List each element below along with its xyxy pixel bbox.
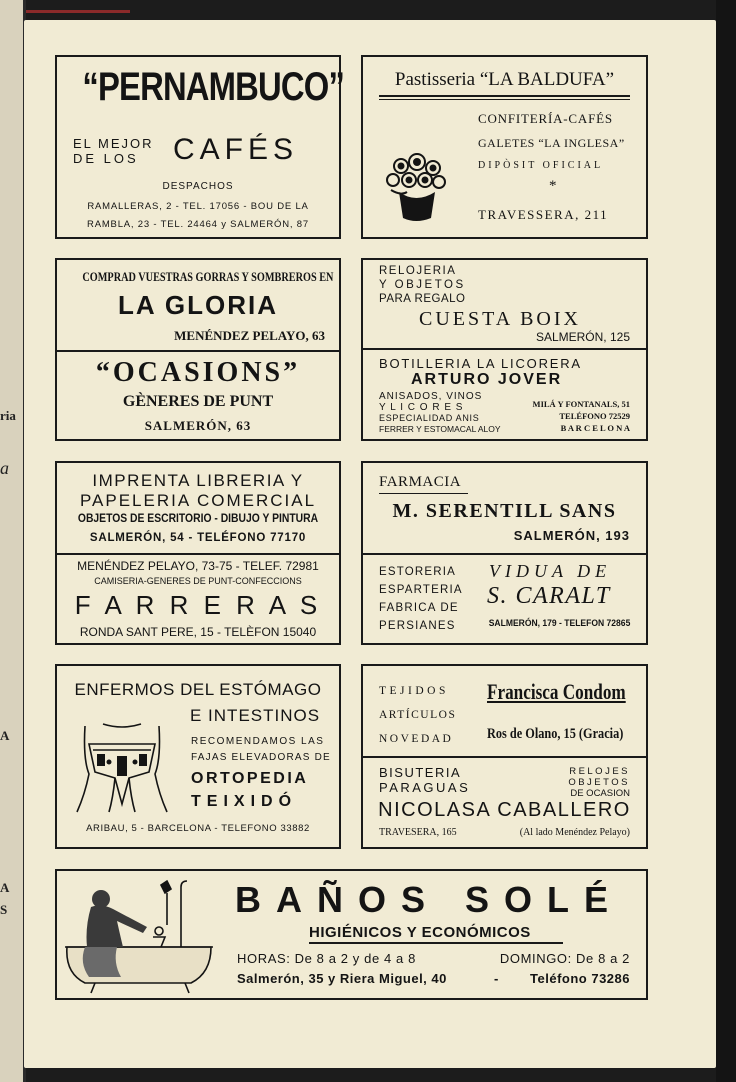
caballero-note: (Al lado Menéndez Pelayo) [519, 827, 630, 838]
pernambuco-mejor-line2: DE LOS [73, 151, 139, 166]
pernambuco-address-line1: RAMALLERAS, 2 - TEL. 17056 - BOU DE LA [87, 201, 309, 212]
ad-farmacia-caralt [361, 461, 648, 645]
ocasions-address: SALMERÓN, 63 [144, 418, 252, 433]
caballero-name: NICOLASA CABALLERO [378, 799, 631, 821]
boix-divider [363, 348, 646, 350]
condom-divider [363, 756, 646, 758]
teixido-line4: FAJAS ELEVADORAS DE [191, 752, 331, 763]
teixido-address: ARIBAU, 5 - BARCELONA - TELEFONO 33882 [86, 823, 310, 834]
ad-banos-sole [55, 869, 648, 1000]
farreras-name: F A R R E R A S [74, 590, 322, 620]
pernambuco-cafes: CAFÉS [173, 133, 299, 166]
caralt-address: SALMERÓN, 179 - TELEFON 72865 [488, 618, 630, 629]
imprenta-line2: PAPELERIA COMERCIAL [79, 491, 317, 510]
boix-line3: PARA REGALO [379, 293, 466, 305]
ad-imprenta-farreras [55, 461, 341, 645]
baldufa-line3: DIPÒSIT OFICIAL [478, 160, 604, 171]
facing-page-text: a [0, 458, 9, 478]
ad-ortopedia-teixido [55, 664, 341, 849]
teixido-name1: ORTOPEDIA [191, 770, 309, 787]
jover-left3: ESPECIALIDAD ANIS [379, 413, 480, 423]
pernambuco-address-line2: RAMBLA, 23 - TEL. 24464 y SALMERÓN, 87 [87, 219, 309, 230]
ad-condom-caballero [361, 664, 648, 849]
condom-left2: ARTÍCULOS [379, 709, 457, 721]
baldufa-line1: CONFITERÍA-CAFÉS [478, 111, 613, 126]
ad-la-gloria-ocasions [55, 258, 341, 441]
baldufa-address: TRAVESSERA, 211 [478, 207, 609, 222]
jover-name: ARTURO JOVER [411, 371, 563, 388]
banos-phone: Teléfono 73286 [530, 971, 630, 986]
farmacia-divider [363, 553, 646, 555]
baldufa-title: Pastisseria “LA BALDUFA” [394, 69, 615, 90]
caralt-vidua: VIDUA DE [489, 561, 612, 581]
gloria-line1: COMPRAD VUESTRAS GORRAS Y SOMBREROS EN [82, 270, 334, 284]
teixido-line2: E INTESTINOS [190, 706, 321, 725]
caballero-left1: BISUTERIA [379, 765, 462, 780]
farmacia-label: FARMACIA [379, 474, 462, 490]
ad-pernambuco [55, 55, 345, 239]
banos-domingo: DOMINGO: De 8 a 2 [499, 951, 630, 966]
banos-sub-underline [309, 942, 563, 944]
facing-page-text: S [0, 902, 8, 917]
abdominal-belt-figure-icon [73, 714, 171, 814]
caralt-left2: ESPARTERIA [379, 584, 463, 596]
farreras-line2: CAMISERIA-GENERES DE PUNT-CONFECCIONS [94, 576, 302, 586]
facing-page-edge [0, 0, 26, 1082]
facing-page-text: ria [0, 408, 16, 423]
jover-right3: B A R C E L O N A [560, 423, 630, 433]
pernambuco-despachos: DESPACHOS [162, 181, 234, 192]
jover-left2: Y L I C O R E S [379, 402, 464, 413]
banos-name: BAÑOS SOLÉ [235, 879, 624, 920]
jover-right1: MILÁ Y FONTANALS, 51 [532, 399, 630, 409]
caralt-left4: PERSIANES [379, 620, 456, 632]
ocasions-line1: GÈNERES DE PUNT [122, 393, 274, 410]
pernambuco-name: “PERNAMBUCO” [82, 65, 345, 109]
facing-page-text: A [0, 880, 10, 895]
imprenta-line3: OBJETOS DE ESCRITORIO - DIBUJO Y PINTURA [77, 513, 319, 525]
banos-horas: HORAS: De 8 a 2 y de 4 a 8 [237, 951, 416, 966]
caralt-left1: ESTORERIA [379, 566, 457, 578]
banos-address: Salmerón, 35 y Riera Miguel, 40 [237, 971, 447, 986]
farreras-address: RONDA SANT PERE, 15 - TELÈFON 15040 [79, 625, 317, 639]
gloria-divider [57, 350, 339, 352]
condom-left1: TEJIDOS [379, 685, 449, 697]
ad-cuesta-boix-jover [361, 258, 648, 441]
teixido-name2: TEIXIDÓ [191, 793, 298, 810]
caballero-left2: PARAGUAS [379, 780, 471, 795]
ocasions-name: “OCASIONS” [95, 357, 301, 388]
farmacia-underline [379, 493, 468, 494]
jover-right2: TELÉFONO 72529 [559, 411, 630, 421]
imprenta-line1: IMPRENTA LIBRERIA Y [92, 471, 304, 490]
imprenta-divider [57, 553, 339, 555]
farmacia-name: M. SERENTILL SANS [392, 500, 617, 522]
farreras-line1: MENÉNDEZ PELAYO, 73-75 - TELEF. 72981 [77, 559, 319, 573]
teixido-line3: RECOMENDAMOS LAS [191, 736, 325, 747]
woman-in-bathtub-icon [61, 877, 217, 997]
boix-line1: RELOJERIA [379, 265, 457, 277]
baldufa-title-rule [379, 95, 630, 97]
gloria-address: MENÉNDEZ PELAYO, 63 [174, 328, 325, 343]
boix-name: CUESTA BOIX [419, 308, 581, 330]
caralt-left3: FABRICA DE [379, 602, 459, 614]
farmacia-address: SALMERÓN, 193 [513, 528, 630, 543]
condom-address: Ros de Olano, 15 (Gracia) [487, 726, 624, 742]
scan-border [716, 0, 736, 1082]
flower-bouquet-icon [381, 152, 451, 224]
banos-dash: - [494, 971, 499, 986]
jover-left1: ANISADOS, VINOS [379, 391, 483, 402]
jover-line1: BOTILLERIA LA LICORERA [379, 356, 582, 371]
gloria-name: LA GLORIA [117, 290, 279, 320]
baldufa-line2: GALETES “LA INGLESA” [478, 136, 625, 150]
baldufa-star: * [549, 178, 557, 194]
imprenta-line4: SALMERÓN, 54 - TELÉFONO 77170 [89, 532, 307, 544]
magazine-page [24, 20, 716, 1068]
condom-left3: NOVEDAD [379, 733, 454, 745]
teixido-line1: ENFERMOS DEL ESTÓMAGO [74, 680, 322, 699]
caballero-right3: DE OCASION [570, 788, 630, 799]
banos-sub: HIGIÉNICOS Y ECONÓMICOS [309, 924, 531, 941]
pernambuco-mejor-line1: EL MEJOR [73, 136, 154, 151]
boix-line2: Y OBJETOS [379, 279, 466, 291]
ad-la-baldufa [361, 55, 648, 239]
caballero-address: TRAVESERA, 165 [379, 827, 457, 838]
boix-address: SALMERÓN, 125 [535, 330, 630, 344]
facing-page-text: A [0, 728, 10, 743]
condom-name: Francisca Condom [487, 679, 626, 704]
jover-left4: FERRER Y ESTOMACAL ALOY [379, 424, 501, 434]
caballero-right1: RELOJES [569, 766, 630, 777]
caballero-right2: OBJETOS [568, 777, 630, 788]
baldufa-title-rule [379, 99, 630, 100]
caralt-name: S. CARALT [487, 583, 611, 609]
